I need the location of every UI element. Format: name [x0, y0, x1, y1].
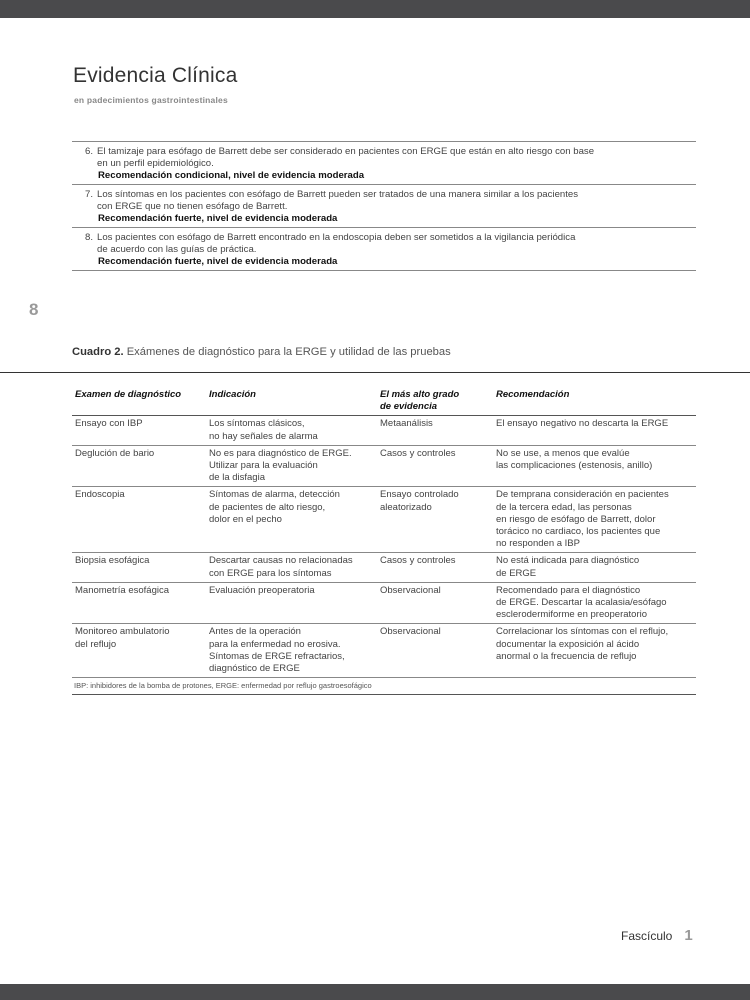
table-cell-evidence [377, 446, 493, 487]
table-cell-recommendation [493, 624, 696, 677]
recommendation-line: en un perfil epidemiológico. [97, 157, 214, 169]
cell-line: para la enfermedad no erosiva. [209, 638, 341, 650]
table-header-row [72, 386, 696, 416]
cell-line: No está indicada para diagnóstico [496, 555, 640, 567]
cell-line: Endoscopia [75, 489, 125, 501]
recommendation-line: de acuerdo con las guías de práctica. [97, 243, 257, 255]
cell-line: en riesgo de esófago de Barrett, dolor [496, 513, 656, 525]
cell-line: Descartar causas no relacionadas [209, 555, 353, 567]
table-cell-exam [72, 416, 206, 444]
recommendation-item [72, 228, 696, 271]
column-header [72, 386, 206, 415]
table-cell-indication [206, 624, 377, 677]
table-cell-recommendation [493, 446, 696, 487]
recommendation-line: Los síntomas en los pacientes con esófago de Barrett pueden ser tratados de una manera similar a los pacientes [97, 189, 579, 200]
table-body [72, 416, 696, 678]
cell-line: de pacientes de alto riesgo, [209, 501, 326, 513]
caption-label: Cuadro 2. [72, 346, 124, 358]
table-footnote: IBP: inhibidores de la bomba de protones, ERGE: enfermedad por reflujo gastroesofágico [72, 678, 696, 695]
table-cell-exam [72, 487, 206, 552]
cell-line: Observacional [380, 584, 441, 596]
bottom-viewer-bar [0, 984, 750, 1000]
diagnostic-table [72, 386, 696, 695]
column-header-line: Indicación [209, 389, 256, 400]
cell-line: de la disfagia [209, 472, 265, 484]
cell-line: con ERGE para los síntomas [209, 567, 332, 579]
table-cell-indication [206, 416, 377, 444]
cell-line: No es para diagnóstico de ERGE. [209, 447, 352, 459]
table-caption [72, 346, 451, 358]
recommendation-number: 8. [85, 232, 94, 243]
cell-line: torácico no cardiaco, los pacientes que [496, 526, 661, 538]
top-viewer-bar [0, 0, 750, 18]
cell-line: Los síntomas clásicos, [209, 418, 305, 430]
page-number: 8 [29, 300, 39, 319]
table-cell-exam [72, 583, 206, 624]
cell-line: Manometría esofágica [75, 584, 169, 596]
table-cell-exam [72, 553, 206, 581]
column-header-line: de evidencia [380, 401, 438, 413]
cell-line: no responden a IBP [496, 538, 580, 550]
cell-line: Ensayo controlado [380, 489, 459, 501]
recommendation-line: Los pacientes con esófago de Barrett encontrado en la endoscopia deben ser sometidos a la vigilancia periódica [97, 232, 576, 243]
document-title: Evidencia Clínica [73, 64, 238, 87]
table-cell-evidence [377, 553, 493, 581]
table-row [72, 487, 696, 553]
table-row [72, 583, 696, 625]
recommendation-statement [72, 142, 696, 169]
recommendation-item [72, 142, 696, 185]
table-row [72, 416, 696, 445]
caption-rule [0, 372, 750, 373]
recommendation-item [72, 185, 696, 228]
cell-line: Casos y controles [380, 555, 456, 567]
cell-line: Deglución de bario [75, 447, 155, 459]
cell-line: las complicaciones (estenosis, anillo) [496, 460, 653, 472]
cell-line: De temprana consideración en pacientes [496, 489, 669, 501]
recommendations-list [72, 141, 696, 271]
column-header [493, 386, 696, 415]
cell-line: no hay señales de alarma [209, 430, 318, 442]
recommendation-grade: Recomendación fuerte, nivel de evidencia moderada [72, 212, 696, 228]
recommendation-statement [72, 228, 696, 255]
column-header [377, 386, 493, 415]
cell-line: Monitoreo ambulatorio [75, 626, 170, 638]
table-cell-recommendation [493, 487, 696, 552]
cell-line: Antes de la operación [209, 626, 301, 638]
footer-folio [621, 927, 693, 944]
recommendation-statement [72, 185, 696, 212]
table-cell-evidence [377, 624, 493, 677]
table-cell-evidence [377, 583, 493, 624]
table-cell-evidence [377, 416, 493, 444]
cell-line: Ensayo con IBP [75, 418, 143, 430]
table-cell-exam [72, 624, 206, 677]
cell-line: anormal o la frecuencia de reflujo [496, 650, 637, 662]
cell-line: documentar la exposición al ácido [496, 638, 640, 650]
footer-number: 1 [684, 927, 693, 944]
column-header-line: Examen de diagnóstico [75, 389, 182, 400]
recommendation-line: El tamizaje para esófago de Barrett debe ser considerado en pacientes con ERGE que están en alto riesgo con base [97, 146, 595, 157]
recommendation-line: con ERGE que no tienen esófago de Barrett. [97, 200, 288, 212]
cell-line: Evaluación preoperatoria [209, 584, 315, 596]
cell-line: Metaanálisis [380, 418, 433, 430]
document-subtitle: en padecimientos gastrointestinales [74, 95, 228, 105]
table-cell-exam [72, 446, 206, 487]
cell-line: de ERGE. Descartar la acalasia/esófago [496, 597, 667, 609]
cell-line: Utilizar para la evaluación [209, 460, 318, 472]
cell-line: dolor en el pecho [209, 513, 282, 525]
cell-line: de ERGE [496, 567, 537, 579]
table-cell-indication [206, 487, 377, 552]
cell-line: Biopsia esofágica [75, 555, 150, 567]
table-row [72, 624, 696, 678]
column-header-line: El más alto grado [380, 389, 460, 400]
cell-line: Correlacionar los síntomas con el reflujo, [496, 626, 669, 638]
cell-line: No se use, a menos que evalúe [496, 447, 630, 459]
table-row [72, 553, 696, 582]
column-header [206, 386, 377, 415]
cell-line: diagnóstico de ERGE [209, 663, 300, 675]
column-header-line: Recomendación [496, 389, 570, 400]
table-cell-indication [206, 553, 377, 581]
table-cell-recommendation [493, 583, 696, 624]
table-cell-indication [206, 583, 377, 624]
table-cell-recommendation [493, 416, 696, 444]
footer-label: Fascículo [621, 929, 673, 943]
recommendation-grade: Recomendación fuerte, nivel de evidencia moderada [72, 255, 696, 271]
recommendation-grade: Recomendación condicional, nivel de evidencia moderada [72, 169, 696, 185]
cell-line: Síntomas de alarma, detección [209, 489, 340, 501]
cell-line: del reflujo [75, 638, 117, 650]
cell-line: esclerodermiforme en preoperatorio [496, 609, 648, 621]
cell-line: Observacional [380, 626, 441, 638]
cell-line: aleatorizado [380, 501, 432, 513]
table-row [72, 446, 696, 488]
cell-line: Casos y controles [380, 447, 456, 459]
cell-line: El ensayo negativo no descarta la ERGE [496, 418, 669, 430]
table-cell-evidence [377, 487, 493, 552]
caption-text: Exámenes de diagnóstico para la ERGE y utilidad de las pruebas [126, 346, 451, 358]
cell-line: Síntomas de ERGE refractarios, [209, 650, 345, 662]
table-cell-recommendation [493, 553, 696, 581]
recommendation-number: 7. [85, 189, 94, 200]
cell-line: de la tercera edad, las personas [496, 501, 632, 513]
table-cell-indication [206, 446, 377, 487]
recommendation-number: 6. [85, 146, 94, 157]
cell-line: Recomendado para el diagnóstico [496, 584, 641, 596]
